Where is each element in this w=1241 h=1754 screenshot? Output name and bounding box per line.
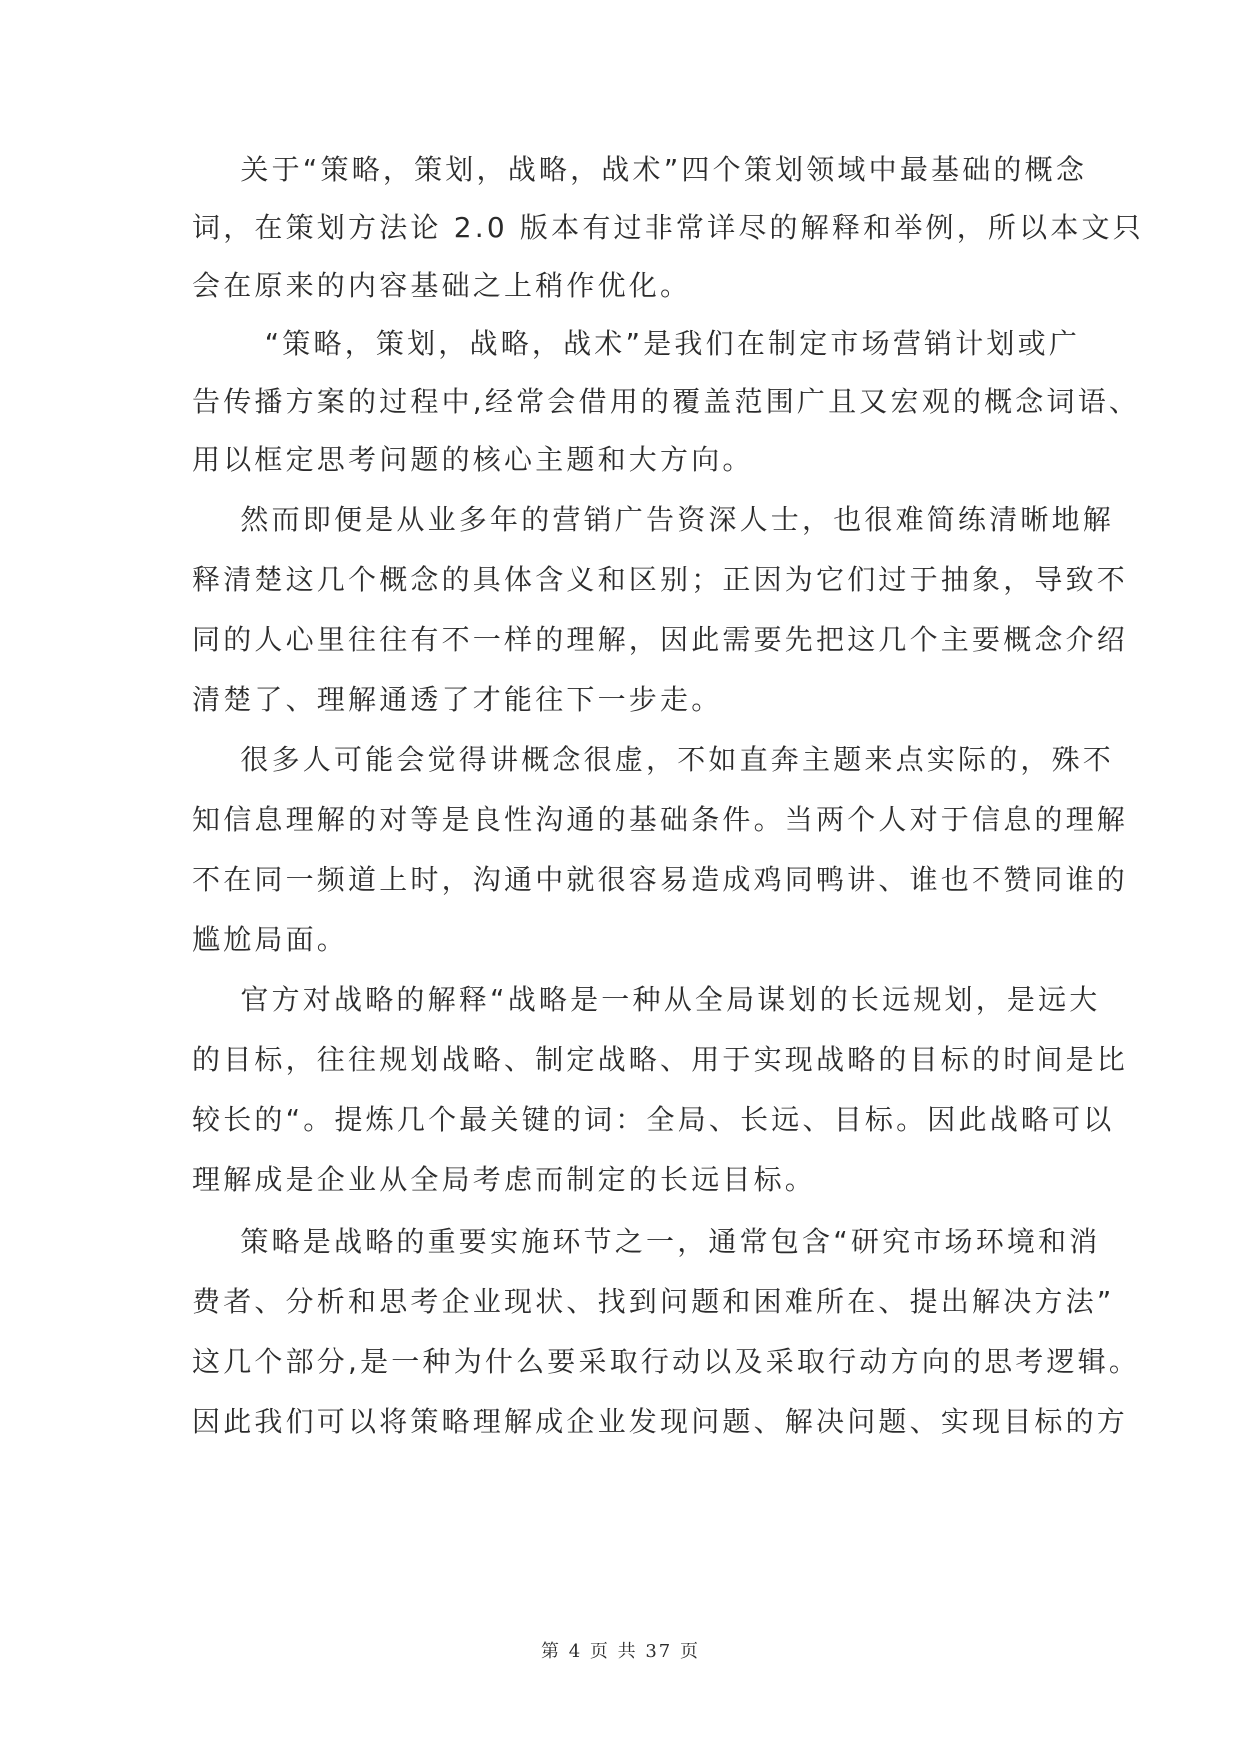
text-line: 官方对战略的解释“战略是一种从全局谋划的长远规划，是远大	[192, 983, 1101, 1016]
text-line: 同的人心里往往有不一样的理解，因此需要先把这几个主要概念介绍	[192, 623, 1129, 656]
text-line: “策略，策划，战略，战术”是我们在制定市场营销计划或广	[192, 327, 1081, 360]
text-line: 清楚了、理解通透了才能往下一步走。	[192, 683, 723, 716]
text-line: 释清楚这几个概念的具体含义和区别；正因为它们过于抽象，导致不	[192, 563, 1129, 596]
text-line: 费者、分析和思考企业现状、找到问题和困难所在、提出解决方法”	[192, 1285, 1115, 1318]
page-footer	[0, 1637, 1241, 1663]
text-line: 的目标，往往规划战略、制定战略、用于实现战略的目标的时间是比	[192, 1043, 1129, 1076]
text-line: 关于“策略，策划，战略，战术”四个策划领域中最基础的概念	[192, 153, 1088, 186]
text-line: 较长的“。提炼几个最关键的词：全局、长远、目标。因此战略可以	[192, 1103, 1115, 1136]
text-line: 不在同一频道上时，沟通中就很容易造成鸡同鸭讲、谁也不赞同谁的	[192, 863, 1129, 896]
text-line: 词，在策划方法论 2.0 版本有过非常详尽的解释和举例，所以本文只	[192, 211, 1144, 244]
text-line: 告传播方案的过程中,经常会借用的覆盖范围广且又宏观的概念词语、	[192, 385, 1141, 418]
text-line: 这几个部分,是一种为什么要采取行动以及采取行动方向的思考逻辑。	[192, 1345, 1141, 1378]
text-line: 策略是战略的重要实施环节之一，通常包含“研究市场环境和消	[192, 1225, 1101, 1258]
text-line: 用以框定思考问题的核心主题和大方向。	[192, 443, 754, 476]
text-line: 然而即便是从业多年的营销广告资深人士，也很难简练清晰地解	[192, 503, 1115, 536]
text-line: 因此我们可以将策略理解成企业发现问题、解决问题、实现目标的方	[192, 1405, 1129, 1438]
text-line: 会在原来的内容基础之上稍作优化。	[192, 269, 692, 302]
page-number-label: 第 4 页 共 37 页	[541, 1641, 700, 1662]
text-line: 知信息理解的对等是良性沟通的基础条件。当两个人对于信息的理解	[192, 803, 1129, 836]
text-line: 很多人可能会觉得讲概念很虚，不如直奔主题来点实际的，殊不	[192, 743, 1115, 776]
text-line: 尴尬局面。	[192, 923, 349, 956]
text-line: 理解成是企业从全局考虑而制定的长远目标。	[192, 1163, 817, 1196]
